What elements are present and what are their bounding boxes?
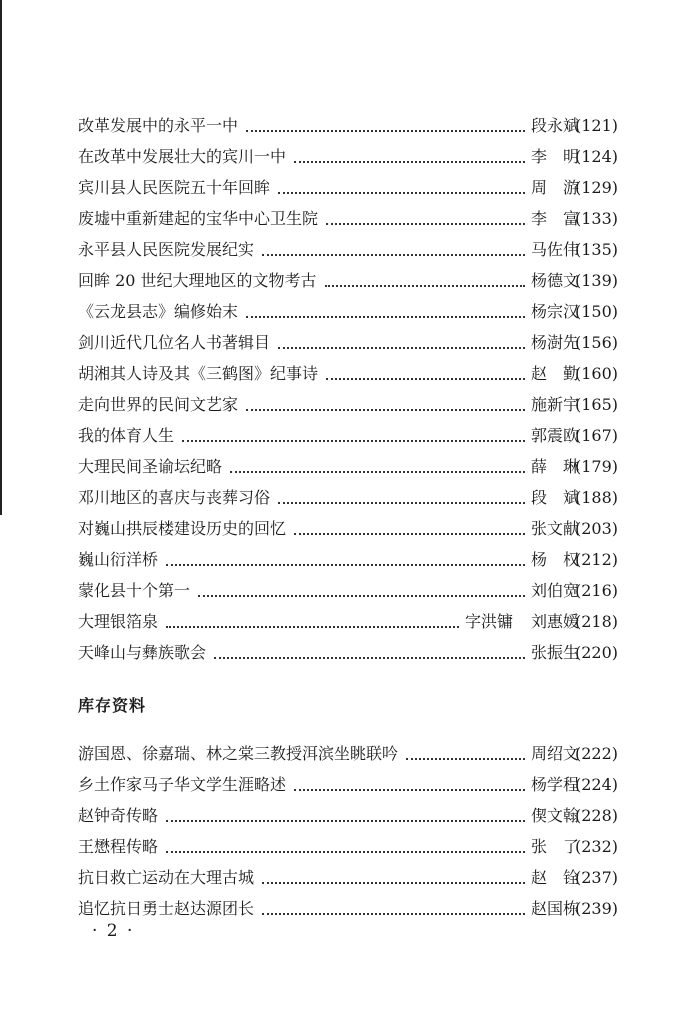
entry-page-number: (228) [574, 806, 618, 825]
dot-leader [246, 316, 525, 318]
toc-list-archive [78, 738, 618, 924]
entry-page-number: (179) [574, 457, 618, 476]
entry-page-number: (239) [574, 899, 618, 918]
entry-page-number: (218) [574, 612, 618, 631]
entry-title: 回眸 20 世纪大理地区的文物考古 [78, 271, 317, 290]
toc-entry [78, 738, 618, 769]
toc-entry [78, 420, 618, 451]
toc-entry [78, 637, 618, 668]
toc-entry [78, 234, 618, 265]
dot-leader [326, 223, 525, 225]
dot-leader [294, 533, 525, 535]
toc-list-main [78, 110, 618, 668]
dot-leader [166, 851, 525, 853]
entry-title: 宾川县人民医院五十年回眸 [78, 178, 271, 197]
toc-entry [78, 482, 618, 513]
entry-author: 周 游 [530, 178, 579, 197]
entry-author: 杨德文 [530, 271, 579, 290]
entry-page-number: (188) [574, 488, 618, 507]
entry-title: 王懋程传略 [78, 837, 159, 856]
dot-leader [182, 440, 525, 442]
entry-page-number: (222) [574, 744, 618, 763]
entry-page-number: (165) [574, 395, 618, 414]
entry-author: 施新宇 [530, 395, 579, 414]
entry-author: 偰文翰 [530, 806, 579, 825]
entry-author: 张文献 [530, 519, 579, 538]
dot-leader [294, 161, 525, 163]
dot-leader [406, 758, 525, 760]
entry-page-number: (224) [574, 775, 618, 794]
entry-author: 马佐伟 [530, 240, 579, 259]
entry-author: 薛 琳 [530, 457, 579, 476]
toc-entry [78, 606, 618, 637]
section-heading: 库存资料 [78, 696, 147, 715]
entry-title: 天峰山与彝族歌会 [78, 643, 207, 662]
toc-entry [78, 141, 618, 172]
toc-entry [78, 296, 618, 327]
entry-page-number: (232) [574, 837, 618, 856]
entry-title: 剑川近代几位名人书著辑目 [78, 333, 271, 352]
entry-title: 蒙化县十个第一 [78, 581, 191, 600]
entry-title: 改革发展中的永平一中 [78, 116, 239, 135]
entry-title: 我的体育人生 [78, 426, 175, 445]
dot-leader [166, 564, 525, 566]
toc-entry [78, 893, 618, 924]
toc-entry [78, 513, 618, 544]
dot-leader [262, 254, 525, 256]
toc-entry [78, 110, 618, 141]
dot-leader [325, 285, 525, 287]
entry-author: 李 富 [530, 209, 579, 228]
entry-title: 对巍山拱辰楼建设历史的回忆 [78, 519, 287, 538]
toc-entry [78, 831, 618, 862]
entry-page-number: (156) [574, 333, 618, 352]
toc-entry [78, 203, 618, 234]
entry-author: 杨宗汉 [530, 302, 579, 321]
entry-author: 杨学程 [530, 775, 579, 794]
entry-author: 张振生 [530, 643, 579, 662]
entry-page-number: (139) [574, 271, 618, 290]
dot-leader [166, 626, 459, 628]
dot-leader [262, 882, 525, 884]
entry-page-number: (129) [574, 178, 618, 197]
entry-title: 大理民间圣谕坛纪略 [78, 457, 223, 476]
toc-entry [78, 327, 618, 358]
toc-entry [78, 862, 618, 893]
entry-page-number: (135) [574, 240, 618, 259]
dot-leader [326, 378, 525, 380]
entry-page-number: (237) [574, 868, 618, 887]
entry-coauthor: 字洪镛 [464, 612, 513, 631]
toc-entry [78, 575, 618, 606]
dot-leader [246, 130, 525, 132]
toc-entry [78, 172, 618, 203]
entry-author: 郭震欧 [530, 426, 579, 445]
toc-entry [78, 544, 618, 575]
entry-page-number: (124) [574, 147, 618, 166]
entry-title: 追忆抗日勇士赵达源团长 [78, 899, 255, 918]
entry-title: 永平县人民医院发展纪实 [78, 240, 255, 259]
entry-page-number: (167) [574, 426, 618, 445]
entry-title: 废墟中重新建起的宝华中心卫生院 [78, 209, 319, 228]
entry-author: 刘伯宽 [530, 581, 579, 600]
dot-leader [214, 657, 525, 659]
toc-entry [78, 265, 618, 296]
table-of-contents [78, 110, 618, 924]
entry-page-number: (133) [574, 209, 618, 228]
page-number: · 2 · [92, 921, 135, 941]
entry-author: 赵 勤 [530, 364, 579, 383]
entry-author: 杨澍先 [530, 333, 579, 352]
dot-leader [262, 913, 525, 915]
entry-page-number: (216) [574, 581, 618, 600]
entry-page-number: (150) [574, 302, 618, 321]
entry-title: 《云龙县志》编修始末 [78, 302, 239, 321]
dot-leader [198, 595, 525, 597]
entry-page-number: (212) [574, 550, 618, 569]
entry-title: 游国恩、徐嘉瑞、林之棠三教授洱滨坐眺联吟 [78, 744, 399, 763]
entry-title: 赵钟奇传略 [78, 806, 159, 825]
dot-leader [278, 192, 525, 194]
entry-title: 乡土作家马子华文学生涯略述 [78, 775, 287, 794]
toc-entry [78, 389, 618, 420]
entry-author: 段永斌 [530, 116, 579, 135]
toc-entry [78, 769, 618, 800]
entry-author: 杨 权 [530, 550, 579, 569]
dot-leader [230, 471, 525, 473]
entry-page-number: (160) [574, 364, 618, 383]
entry-author: 李 明 [530, 147, 579, 166]
entry-page-number: (203) [574, 519, 618, 538]
entry-title: 胡湘其人诗及其《三鹤图》纪事诗 [78, 364, 319, 383]
dot-leader [166, 820, 525, 822]
entry-title: 大理银箔泉 [78, 612, 159, 631]
toc-entry [78, 800, 618, 831]
entry-title: 邓川地区的喜庆与丧葬习俗 [78, 488, 271, 507]
toc-entry [78, 358, 618, 389]
dot-leader [294, 789, 525, 791]
entry-author: 周绍文 [530, 744, 579, 763]
entry-title: 在改革中发展壮大的宾川一中 [78, 147, 287, 166]
dot-leader [278, 347, 525, 349]
entry-author: 刘惠媛 [530, 612, 579, 631]
entry-page-number: (220) [574, 643, 618, 662]
entry-author: 张 了 [530, 837, 579, 856]
entry-page-number: (121) [574, 116, 618, 135]
dot-leader [246, 409, 525, 411]
toc-entry [78, 451, 618, 482]
entry-author: 赵国栋 [530, 899, 579, 918]
entry-title: 走向世界的民间文艺家 [78, 395, 239, 414]
scan-edge-rule [0, 0, 2, 515]
entry-title: 抗日救亡运动在大理古城 [78, 868, 255, 887]
entry-author: 段 斌 [530, 488, 579, 507]
entry-title: 巍山衍洋桥 [78, 550, 159, 569]
dot-leader [278, 502, 525, 504]
entry-author: 赵 铨 [530, 868, 579, 887]
